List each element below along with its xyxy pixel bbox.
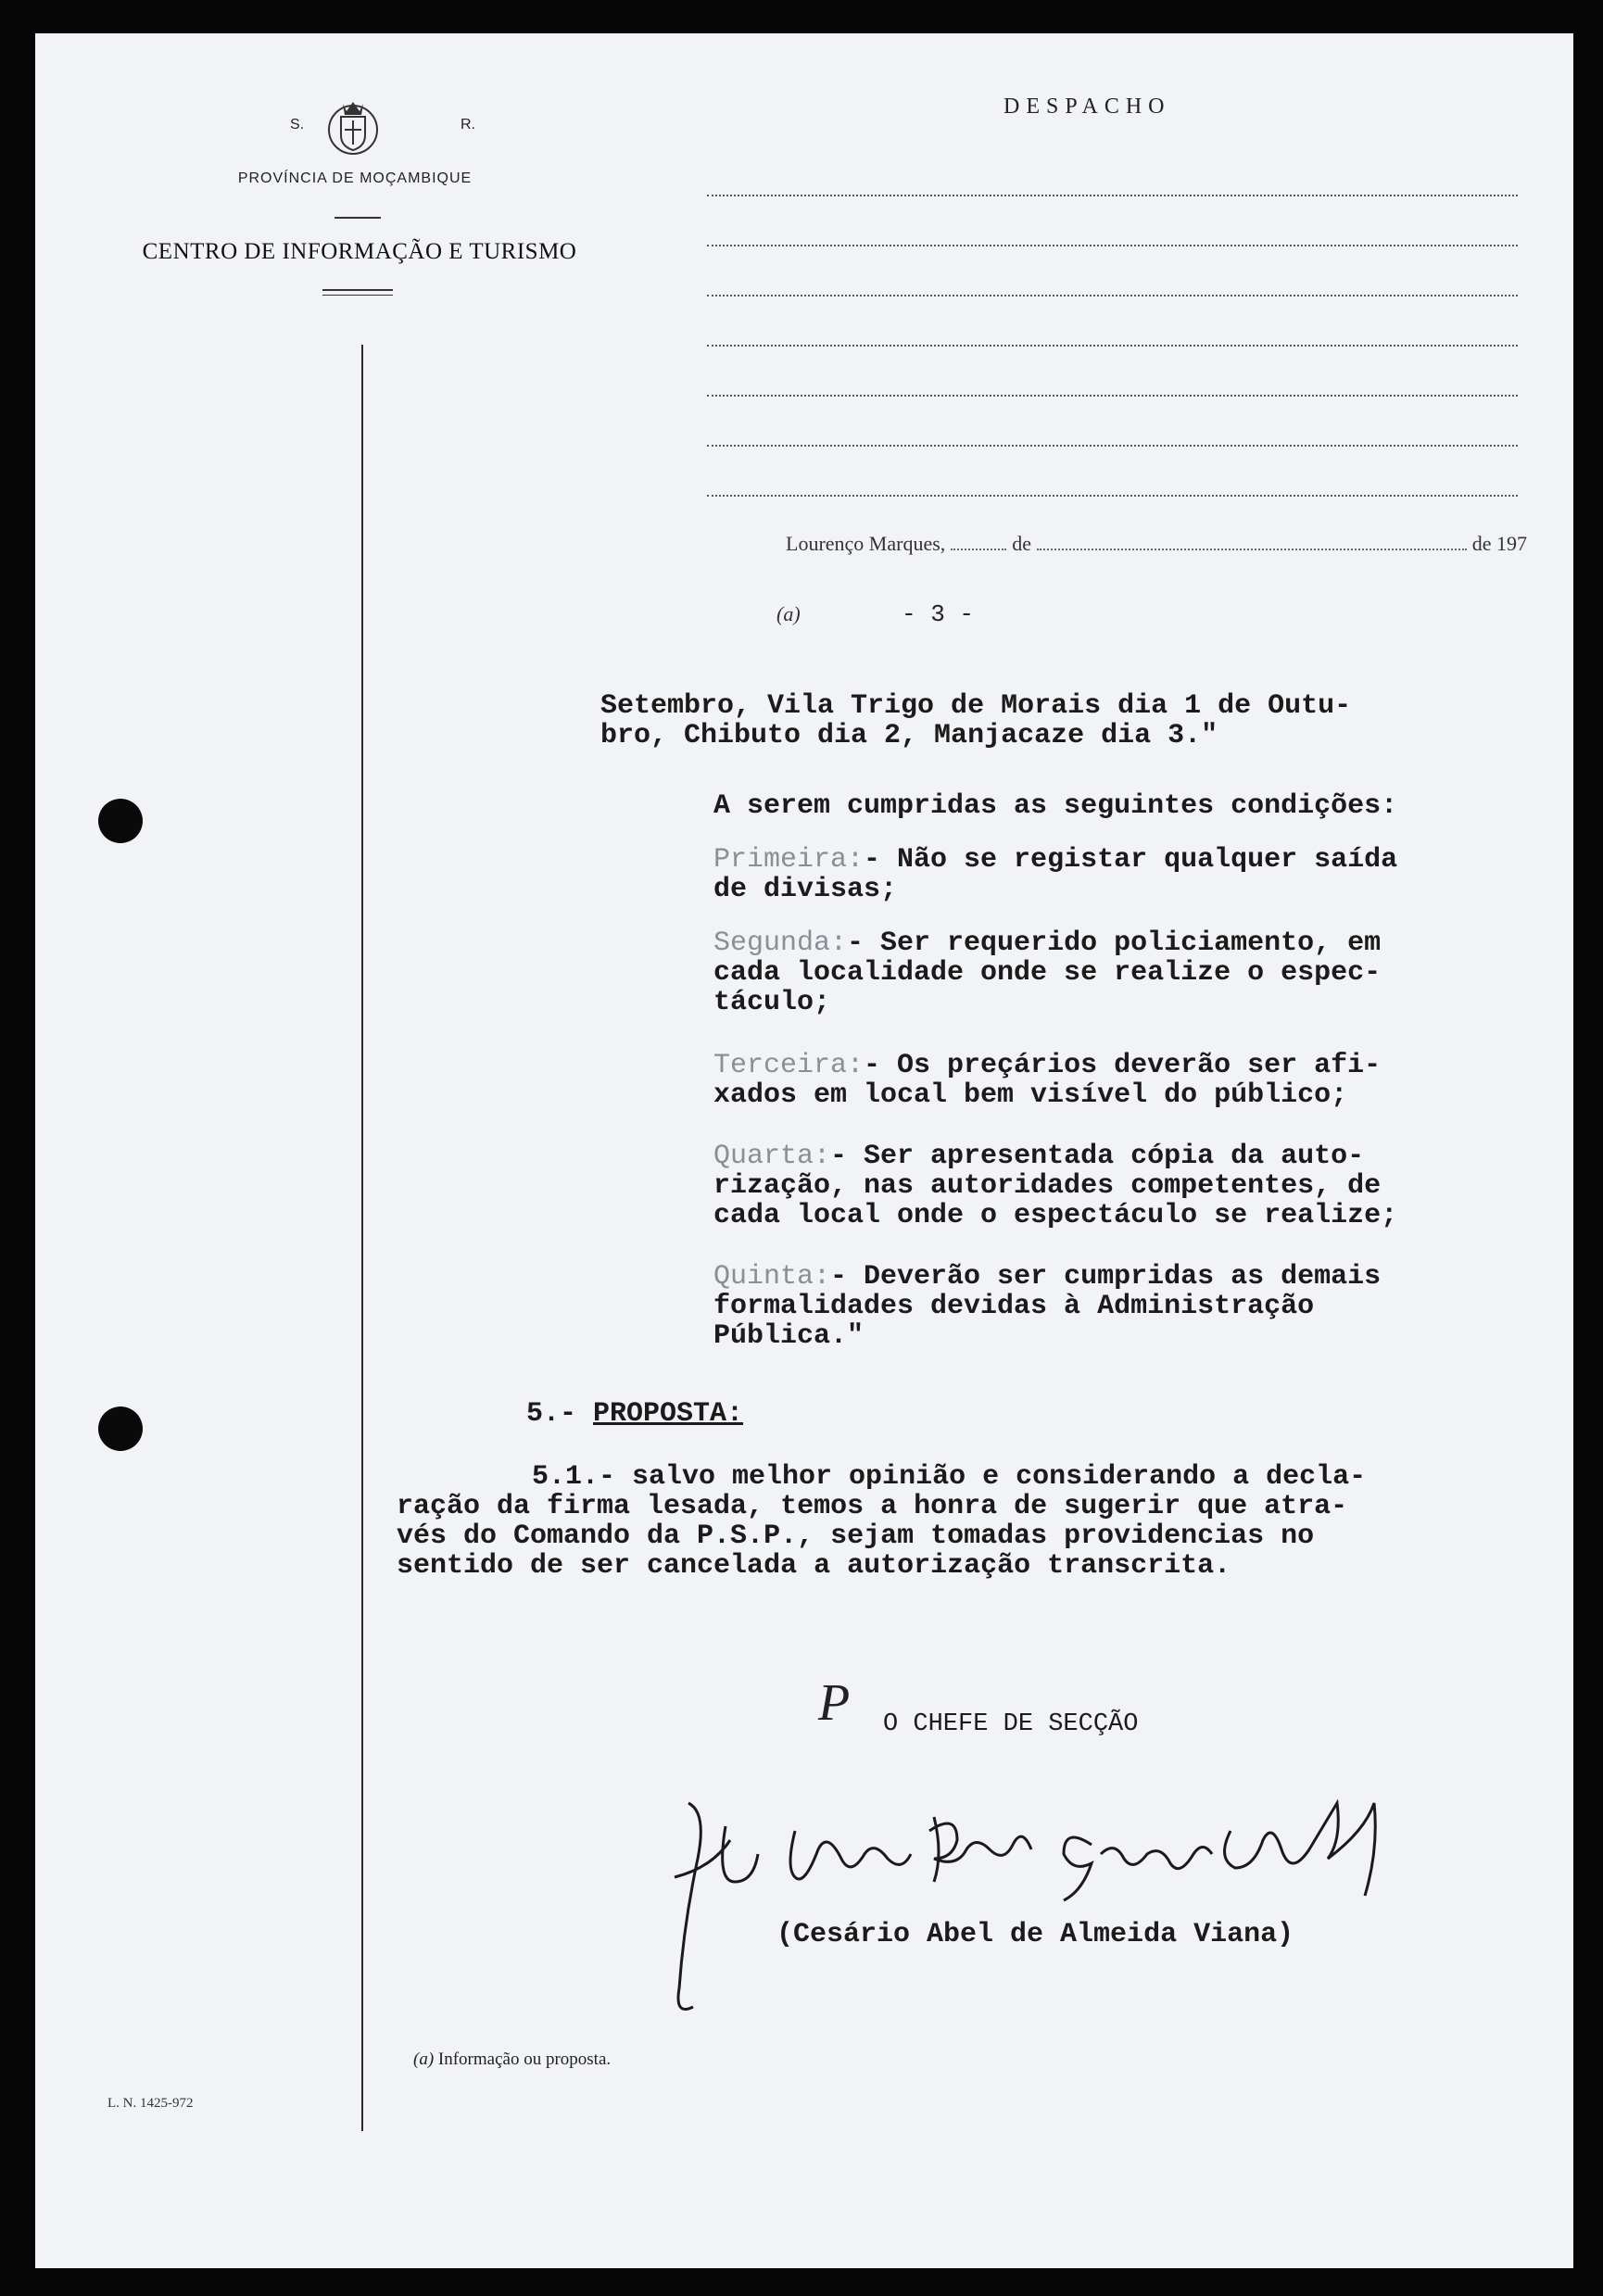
date-day-field: [951, 548, 1006, 550]
paragraph-line: ração da firma lesada, temos a honra de sugerir que atra-: [397, 1491, 1348, 1522]
condition-text: - Ser apresentada cópia da auto-: [830, 1141, 1365, 1172]
date-month-field: [1037, 548, 1467, 550]
form-code: L. N. 1425-972: [107, 2096, 194, 2111]
section-heading: [526, 1399, 743, 1429]
section-title: PROPOSTA:: [593, 1398, 744, 1430]
condition-label: Primeira:: [713, 844, 865, 876]
coat-of-arms-icon: [324, 96, 382, 161]
condition-line: táculo;: [713, 987, 831, 1018]
header-divider: [334, 217, 381, 219]
dateline-de: de: [1012, 532, 1032, 555]
punch-hole: [98, 799, 143, 843]
header-double-rule-lower: [322, 295, 393, 296]
margin-line: [361, 345, 363, 2131]
conditions-intro: A serem cumpridas as seguintes condições:: [713, 790, 1398, 822]
s-letter: S.: [290, 117, 305, 132]
condition-line: cada local onde o espectáculo se realize;: [713, 1200, 1398, 1231]
condition-line: Pública.": [713, 1320, 865, 1352]
section-number: 5.-: [526, 1398, 594, 1430]
condition-text: - Os preçários deverão ser afi-: [864, 1050, 1382, 1081]
condition-label: Quinta:: [713, 1261, 831, 1293]
condition-label: Quarta:: [713, 1141, 831, 1172]
footnote-marker: (a): [413, 2050, 435, 2069]
paragraph-line: 5.1.- salvo melhor opinião e considerando a decla-: [532, 1461, 1367, 1493]
body-line: Setembro, Vila Trigo de Morais dia 1 de Outu-: [600, 690, 1352, 722]
condition-line: formalidades devidas à Administração: [713, 1291, 1315, 1322]
condition-text: - Deverão ser cumpridas as demais: [830, 1261, 1382, 1293]
condition-line: [713, 1262, 1381, 1292]
despacho-line: [707, 395, 1518, 397]
footnote-text: Informação ou proposta.: [437, 2050, 612, 2069]
despacho-line: [707, 295, 1518, 296]
paragraph-line: sentido de ser cancelada a autorização transcrita.: [397, 1550, 1231, 1582]
dateline-place: Lourenço Marques,: [786, 532, 946, 555]
condition-line: rização, nas autoridades competentes, de: [713, 1170, 1382, 1202]
pp-mark: P: [818, 1674, 851, 1732]
footnote: [413, 2050, 611, 2070]
centre-name: CENTRO DE INFORMAÇÃO E TURISMO: [142, 239, 577, 264]
despacho-title: DESPACHO: [1003, 95, 1171, 119]
despacho-line: [707, 495, 1518, 497]
condition-text: - Não se registar qualquer saída: [864, 844, 1398, 876]
condition-line: xados em local bem visível do público;: [713, 1079, 1348, 1111]
signatory-name: (Cesário Abel de Almeida Viana): [776, 1919, 1294, 1950]
sr-letters: [290, 117, 475, 133]
header-double-rule: [322, 289, 393, 291]
despacho-line: [707, 245, 1518, 246]
paragraph-line: vés do Comando da P.S.P., sejam tomadas providencias no: [397, 1520, 1315, 1552]
despacho-line: [707, 345, 1518, 347]
despacho-line: [707, 445, 1518, 447]
dateline: [786, 532, 1527, 556]
condition-line: [713, 845, 1397, 875]
body-line: bro, Chibuto dia 2, Manjacaze dia 3.": [600, 720, 1218, 751]
condition-text: - Ser requerido policiamento, em: [847, 927, 1382, 959]
condition-line: [713, 928, 1381, 958]
signatory-title: O CHEFE DE SECÇÃO: [883, 1710, 1139, 1738]
page-number: - 3 -: [902, 600, 975, 628]
dateline-year: de 197: [1471, 532, 1527, 555]
condition-label: Terceira:: [713, 1050, 865, 1081]
condition-label: Segunda:: [713, 927, 848, 959]
condition-line: de divisas;: [713, 874, 898, 905]
document-page: [35, 33, 1573, 2268]
condition-line: [713, 1051, 1381, 1080]
r-letter: R.: [461, 117, 475, 132]
province-name: PROVÍNCIA DE MOÇAMBIQUE: [237, 170, 473, 186]
a-label: (a): [776, 602, 801, 625]
condition-line: cada localidade onde se realize o espec-: [713, 957, 1382, 989]
condition-line: [713, 1142, 1364, 1171]
punch-hole: [98, 1407, 143, 1451]
despacho-line: [707, 195, 1518, 196]
